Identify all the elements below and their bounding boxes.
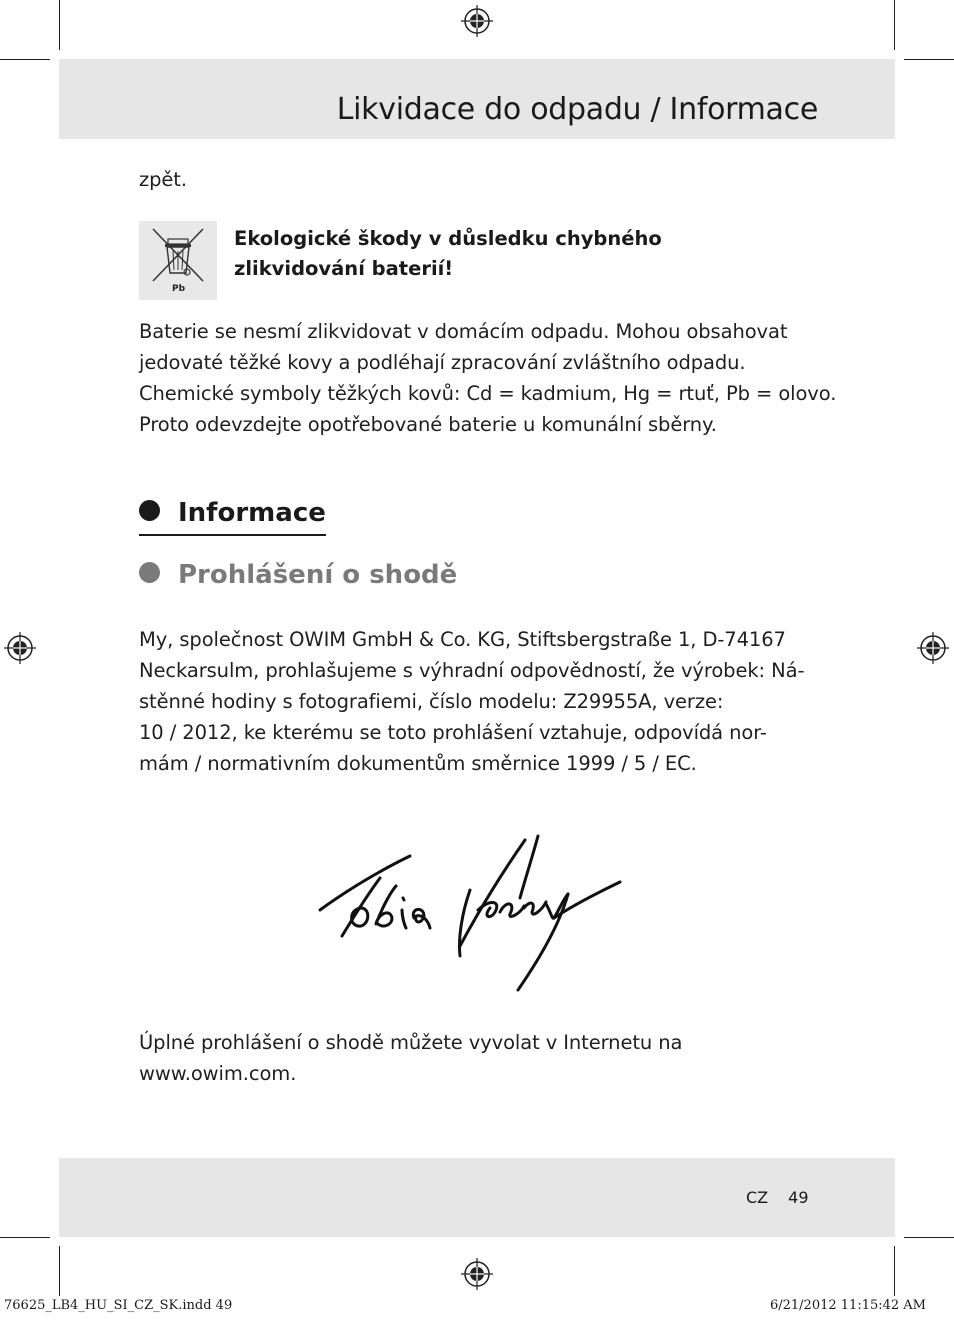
section-heading-informace (139, 498, 326, 528)
closing-paragraph (139, 1027, 682, 1089)
heading-text: Informace (178, 498, 326, 528)
crop-mark (904, 1237, 954, 1238)
signature (310, 828, 630, 998)
paragraph-line: jedovaté těžké kovy a podléhají zpracování zvláštního odpadu. (139, 351, 746, 374)
paragraph-line: stěnné hodiny s fotografiemi, číslo modelu: Z29955A, verze: (139, 690, 724, 713)
warning-title (234, 224, 662, 284)
registration-mark-icon (461, 1258, 493, 1290)
paragraph-line: mám / normativním dokumentům směrnice 1999 / 5 / EC. (139, 752, 697, 775)
section-heading-conformity (139, 560, 457, 590)
paragraph-line: Proto odevzdejte opotřebované baterie u komunální sběrny. (139, 413, 717, 436)
page-title: Likvidace do odpadu / Informace (336, 92, 818, 127)
paragraph-line: Úplné prohlášení o shodě můžete vyvolat v Internetu na (139, 1031, 683, 1054)
intro-text: zpět. (139, 168, 187, 191)
warning-title-line: Ekologické škody v důsledku chybného (234, 227, 662, 250)
slug-filename: 76625_LB4_HU_SI_CZ_SK.indd 49 (4, 1298, 233, 1313)
crossed-bin-icon (139, 221, 217, 300)
slug-timestamp: 6/21/2012 11:15:42 AM (769, 1298, 926, 1313)
heading-text: Prohlášení o shodě (178, 560, 458, 590)
crop-mark (59, 1246, 60, 1296)
paragraph-line: Baterie se nesmí zlikvidovat v domácím odpadu. Mohou obsahovat (139, 320, 788, 343)
pb-label: Pb (172, 284, 186, 294)
paragraph-line: 10 / 2012, ke kterému se toto prohlášení vztahuje, odpovídá nor- (139, 721, 767, 744)
conformity-paragraph (139, 624, 804, 779)
crop-mark (59, 0, 60, 50)
paragraph-line: My, společnost OWIM GmbH & Co. KG, Stiftsbergstraße 1, D-74167 (139, 628, 786, 651)
bullet-icon (139, 500, 160, 521)
crop-mark (0, 1237, 50, 1238)
crop-mark (894, 0, 895, 50)
paragraph-line: Chemické symboly těžkých kovů: Cd = kadmium, Hg = rtuť, Pb = olovo. (139, 382, 837, 405)
registration-mark-icon (917, 632, 949, 664)
paragraph-line: Neckarsulm, prohlašujeme s výhradní odpovědností, že výrobek: Ná- (139, 659, 805, 682)
heading-underline (139, 534, 326, 536)
website-link[interactable]: www.owim.com. (139, 1062, 297, 1085)
crop-mark (894, 1246, 895, 1296)
warning-title-line: zlikvidování baterií! (234, 257, 454, 280)
language-code: CZ (746, 1188, 769, 1207)
page-number: 49 (788, 1188, 809, 1207)
battery-paragraph (139, 316, 836, 440)
crop-mark (0, 59, 50, 60)
bullet-icon (139, 562, 160, 583)
crop-mark (904, 59, 954, 60)
registration-mark-icon (4, 632, 36, 664)
registration-mark-icon (461, 5, 493, 37)
page-footer (746, 1188, 809, 1207)
